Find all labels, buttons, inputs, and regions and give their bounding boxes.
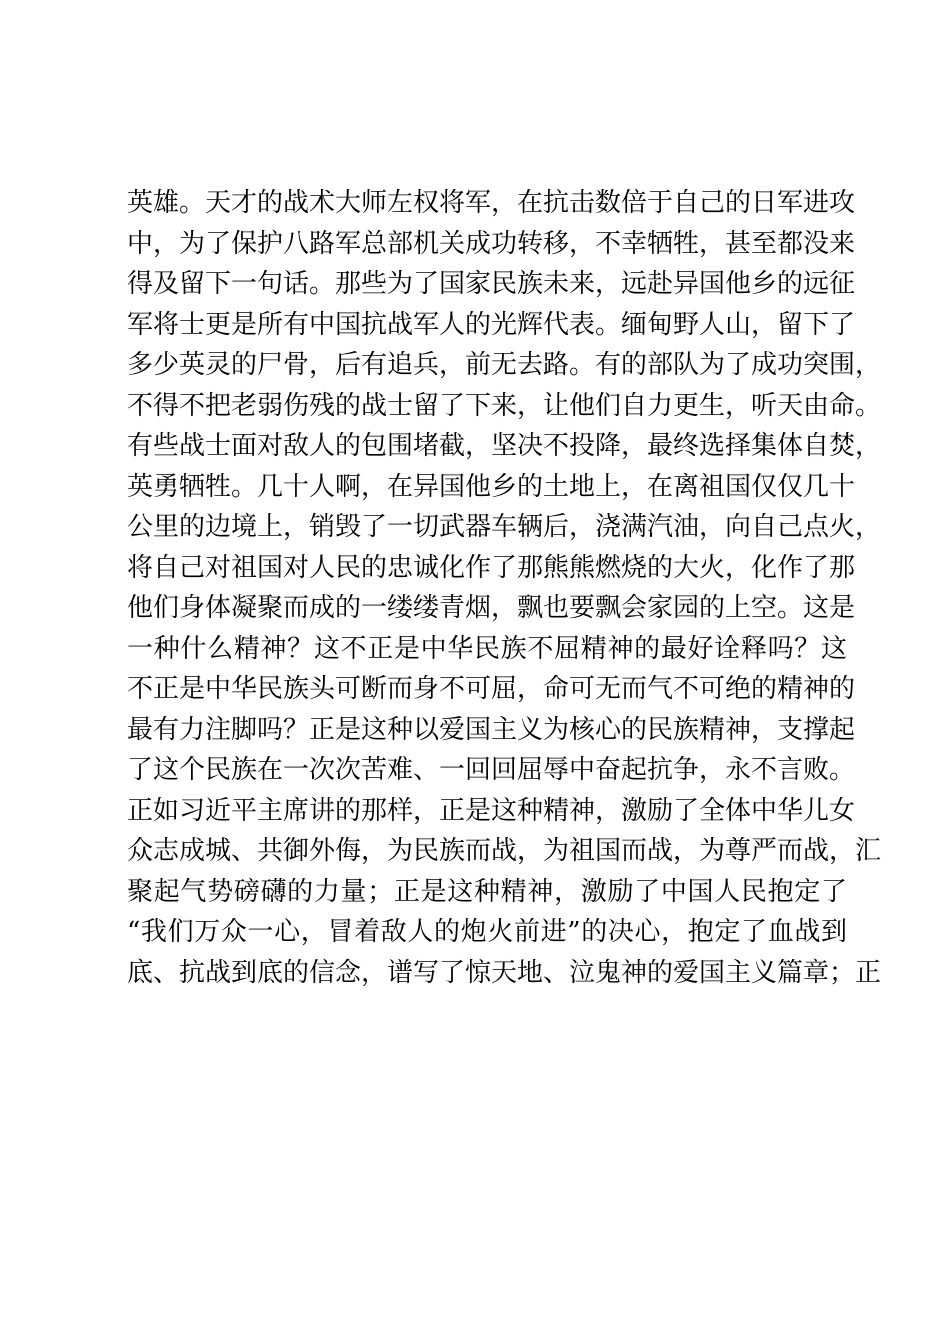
text-line: 英雄。天才的战术大师左权将军，在抗击数倍于自己的日军进攻 <box>127 188 856 218</box>
text-line: 一种什么精神？这不正是中华民族不屈精神的最好诠释吗？这 <box>127 633 847 664</box>
text-line: 多少英灵的尸骨，后有追兵，前无去路。有的部队为了成功突围， <box>127 350 882 380</box>
text-line: 众志成城、共御外侮，为民族而战，为祖国而战，为尊严而战，汇 <box>127 836 882 866</box>
body-text <box>127 183 882 993</box>
text-line: 军将士更是所有中国抗战军人的光辉代表。缅甸野人山，留下了 <box>127 309 856 340</box>
text-line: 正如习近平主席讲的那样，正是这种精神，激励了全体中华儿女 <box>127 795 856 826</box>
text-line: 聚起气势磅礴的力量；正是这种精神，激励了中国人民抱定了 <box>127 876 847 907</box>
text-line: 公里的边境上，销毁了一切武器车辆后，浇满汽油，向自己点火， <box>127 512 882 542</box>
text-line: 将自己对祖国对人民的忠诚化作了那熊熊燃烧的大火，化作了那 <box>127 552 856 583</box>
text-line: 中，为了保护八路军总部机关成功转移，不幸牺牲，甚至都没来 <box>127 228 856 259</box>
text-line: 最有力注脚吗？正是这种以爱国主义为核心的民族精神，支撑起 <box>127 714 856 745</box>
text-line: 得及留下一句话。那些为了国家民族未来，远赴异国他乡的远征 <box>127 269 856 299</box>
text-line: 有些战士面对敌人的包围堵截，坚决不投降，最终选择集体自焚， <box>127 431 882 461</box>
text-line: 不得不把老弱伤残的战士留了下来，让他们自力更生，听天由命。 <box>127 390 882 421</box>
text-line: “我们万众一心，冒着敌人的炮火前进”的决心，抱定了血战到 <box>127 917 847 947</box>
text-line: 英勇牺牲。几十人啊，在异国他乡的土地上，在离祖国仅仅几十 <box>127 471 856 502</box>
text-line: 底、抗战到底的信念，谱写了惊天地、泣鬼神的爱国主义篇章；正 <box>127 957 882 988</box>
text-line: 他们身体凝聚而成的一缕缕青烟，飘也要飘会家园的上空。这是 <box>127 593 856 623</box>
text-line: 了这个民族在一次次苦难、一回回屈辱中奋起抗争，永不言败。 <box>127 755 856 785</box>
text-line: 不正是中华民族头可断而身不可屈，命可无而气不可绝的精神的 <box>127 674 856 704</box>
